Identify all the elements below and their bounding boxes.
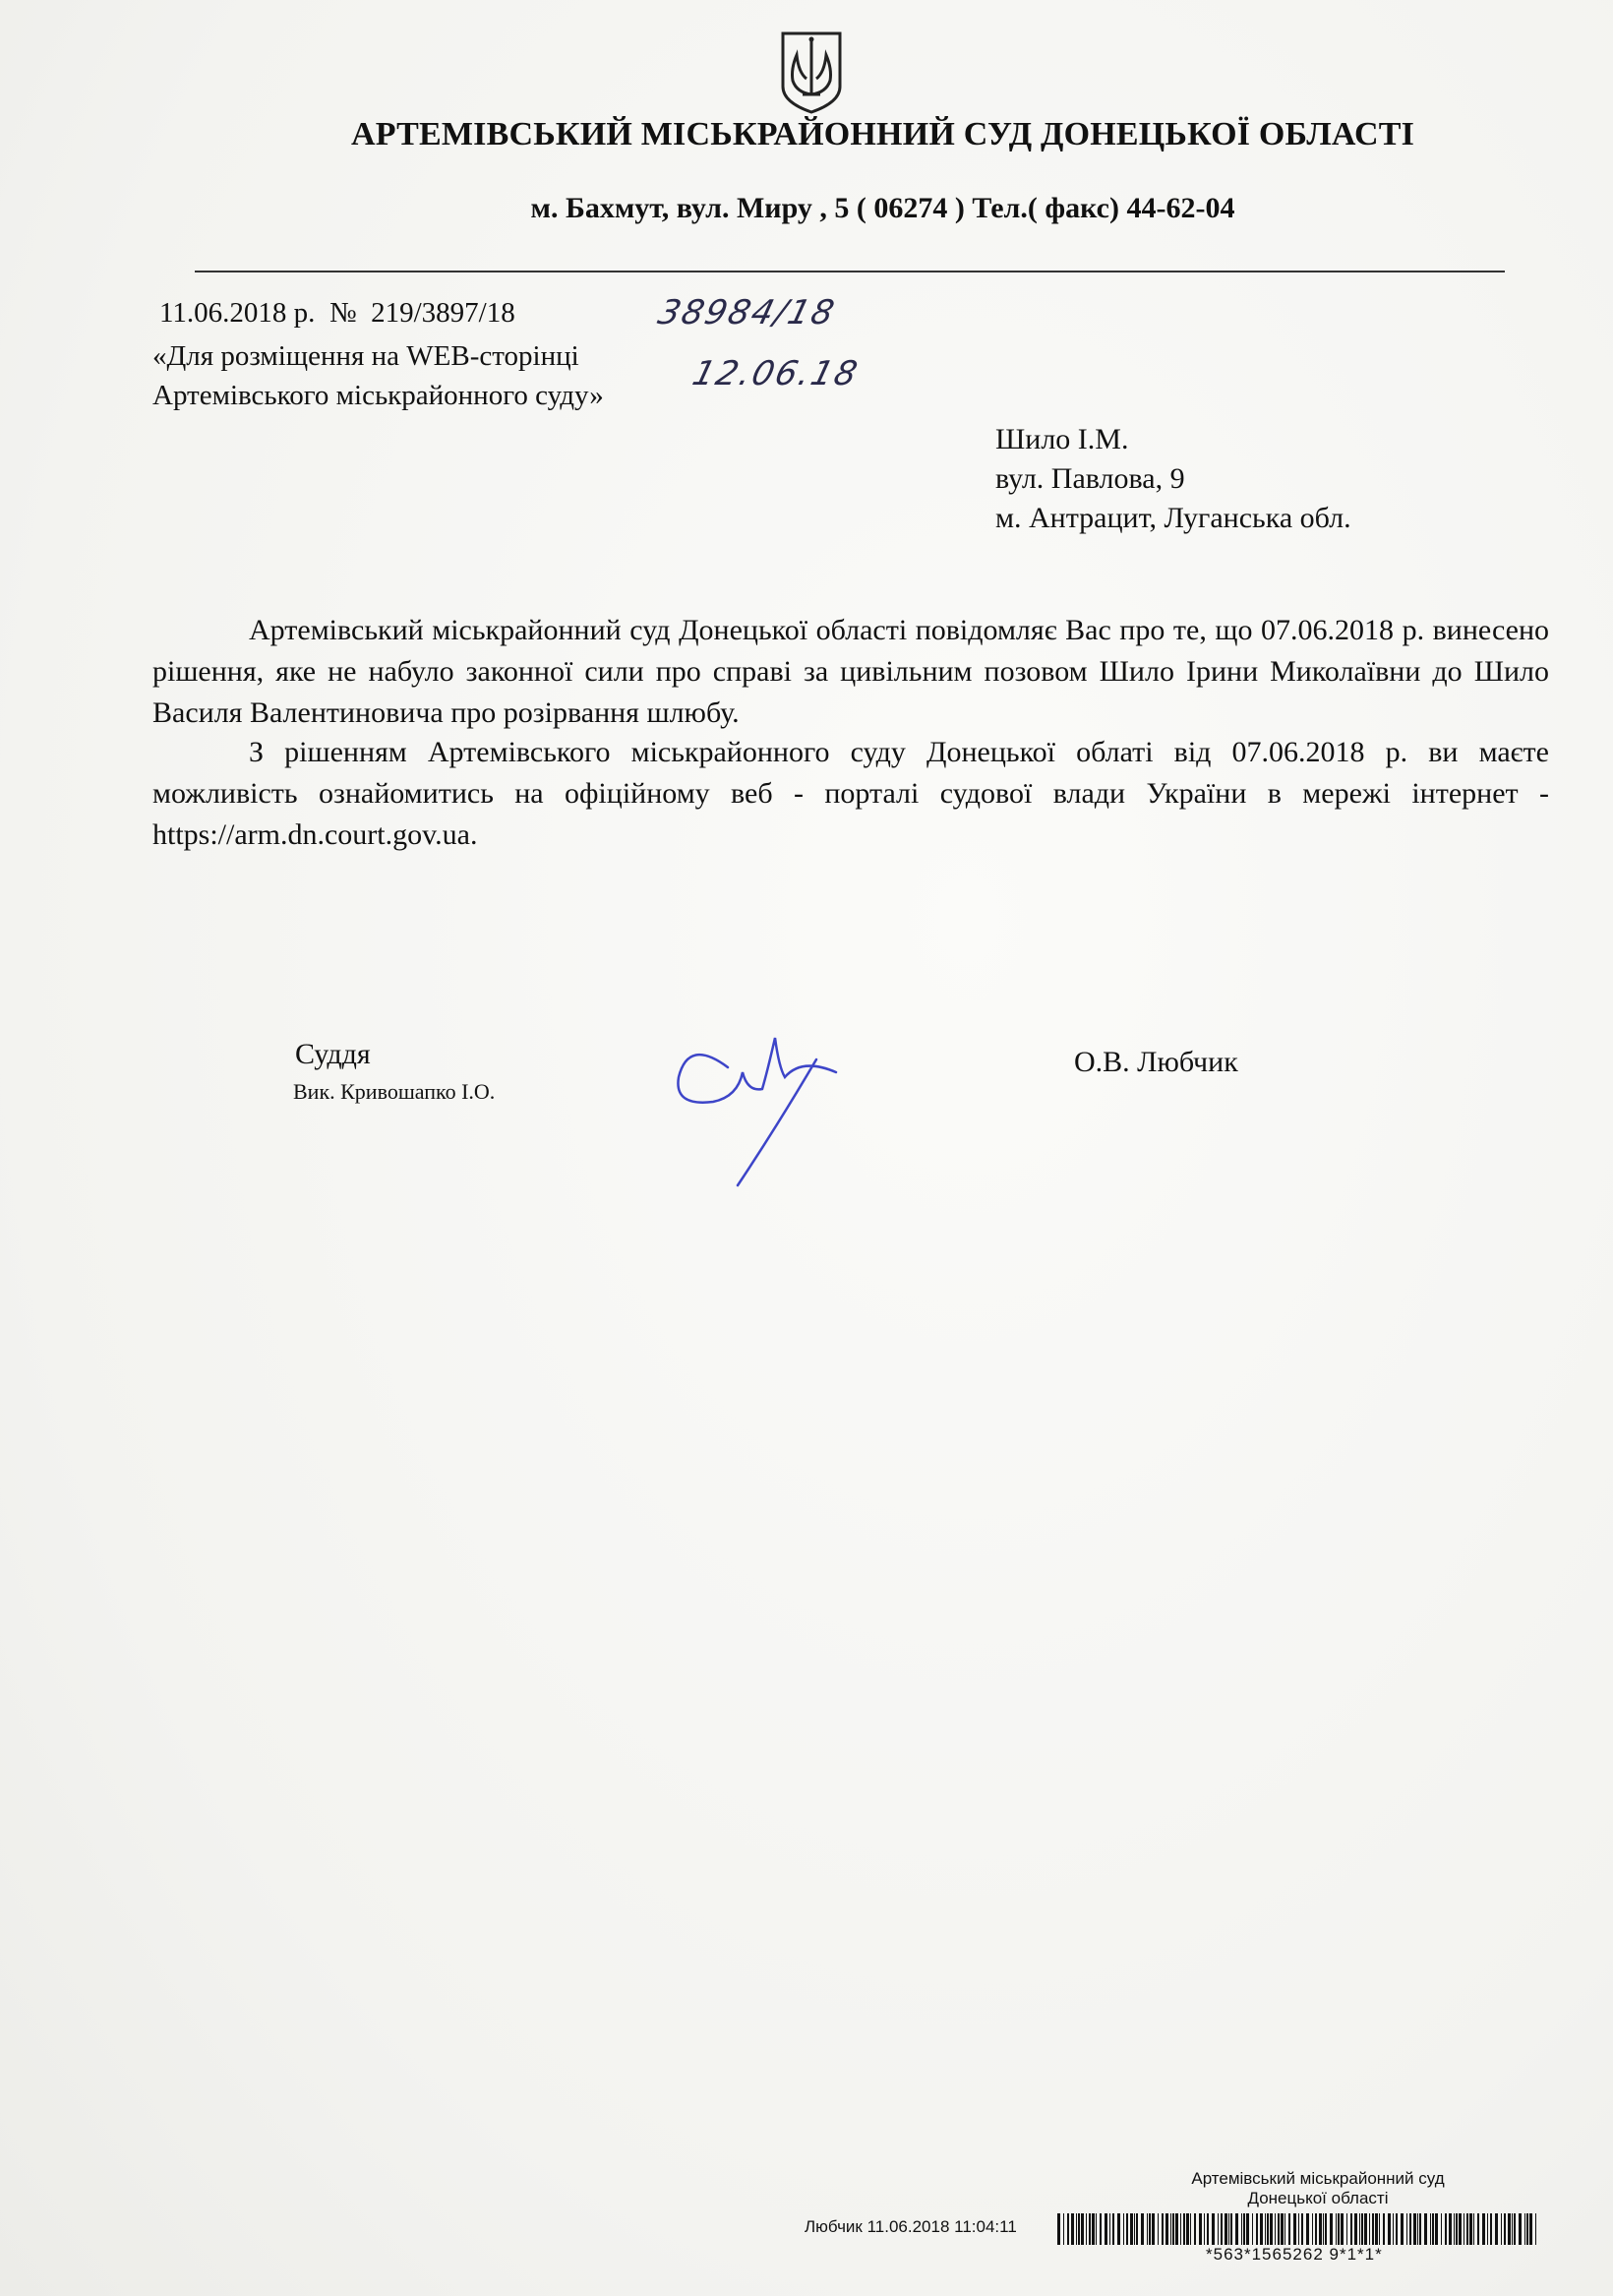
acting-judge: Вик. Кривошапко І.О. [293,1079,496,1104]
court-address: м. Бахмут, вул. Миру , 5 ( 06274 ) Тел.( факс) 44-62-04 [530,192,1235,224]
reference-number: 219/3897/18 [371,297,515,329]
judge-name: О.В. Любчик [1074,1046,1238,1078]
judge-title: Суддя [295,1038,371,1070]
reference-number-sign: № [329,297,357,329]
stamp-court-line1: Артемівський міськрайонний суд [1191,2169,1445,2188]
recipient-street: вул. Павлова, 9 [995,462,1185,495]
recipient-city: м. Антрацит, Луганська обл. [995,502,1351,534]
barcode-icon [1057,2213,1539,2245]
stamp-court-name [1161,2169,1475,2208]
barcode-text: *563*1565262 9*1*1* [1206,2245,1383,2264]
handwritten-registration-number: 38984/18 [654,293,840,332]
header-divider [195,271,1505,272]
tryzub-emblem-icon [777,30,846,114]
recipient-name: Шило І.М. [995,423,1129,455]
reference-line [159,297,515,330]
stamp-court-line2: Донецької області [1247,2189,1389,2207]
body-paragraph-2: З рішенням Артемівського міськрайонного суду Донецької облаті від 07.06.2018 р. ви маєте можливість ознайомитись на офіційному веб - порталі судової влади України в мережі інтернет - https://arm.dn.court.gov.ua. [152,736,1549,851]
web-note-line1: «Для розміщення на WEB-сторінці [152,340,579,372]
stamp-meta: Любчик 11.06.2018 11:04:11 [805,2217,1017,2236]
court-name: АРТЕМІВСЬКИЙ МІСЬКРАЙОННИЙ СУД ДОНЕЦЬКОЇ ОБЛАСТІ [350,116,1415,152]
reference-date: 11.06.2018 р. [159,297,316,329]
handwritten-signature-icon [669,998,846,1190]
body-paragraph-1: Артемівський міськрайонний суд Донецької області повідомляє Вас про те, що 07.06.2018 р. винесено рішення, яке не набуло законної сили про справі за цивільним позовом Шило Ірини Миколаївни до Шило Василя Валентиновича про розірвання шлюбу. [152,614,1549,729]
handwritten-registration-date: 12.06.18 [688,354,864,393]
web-note-line2: Артемівського міськрайонного суду» [152,380,604,411]
